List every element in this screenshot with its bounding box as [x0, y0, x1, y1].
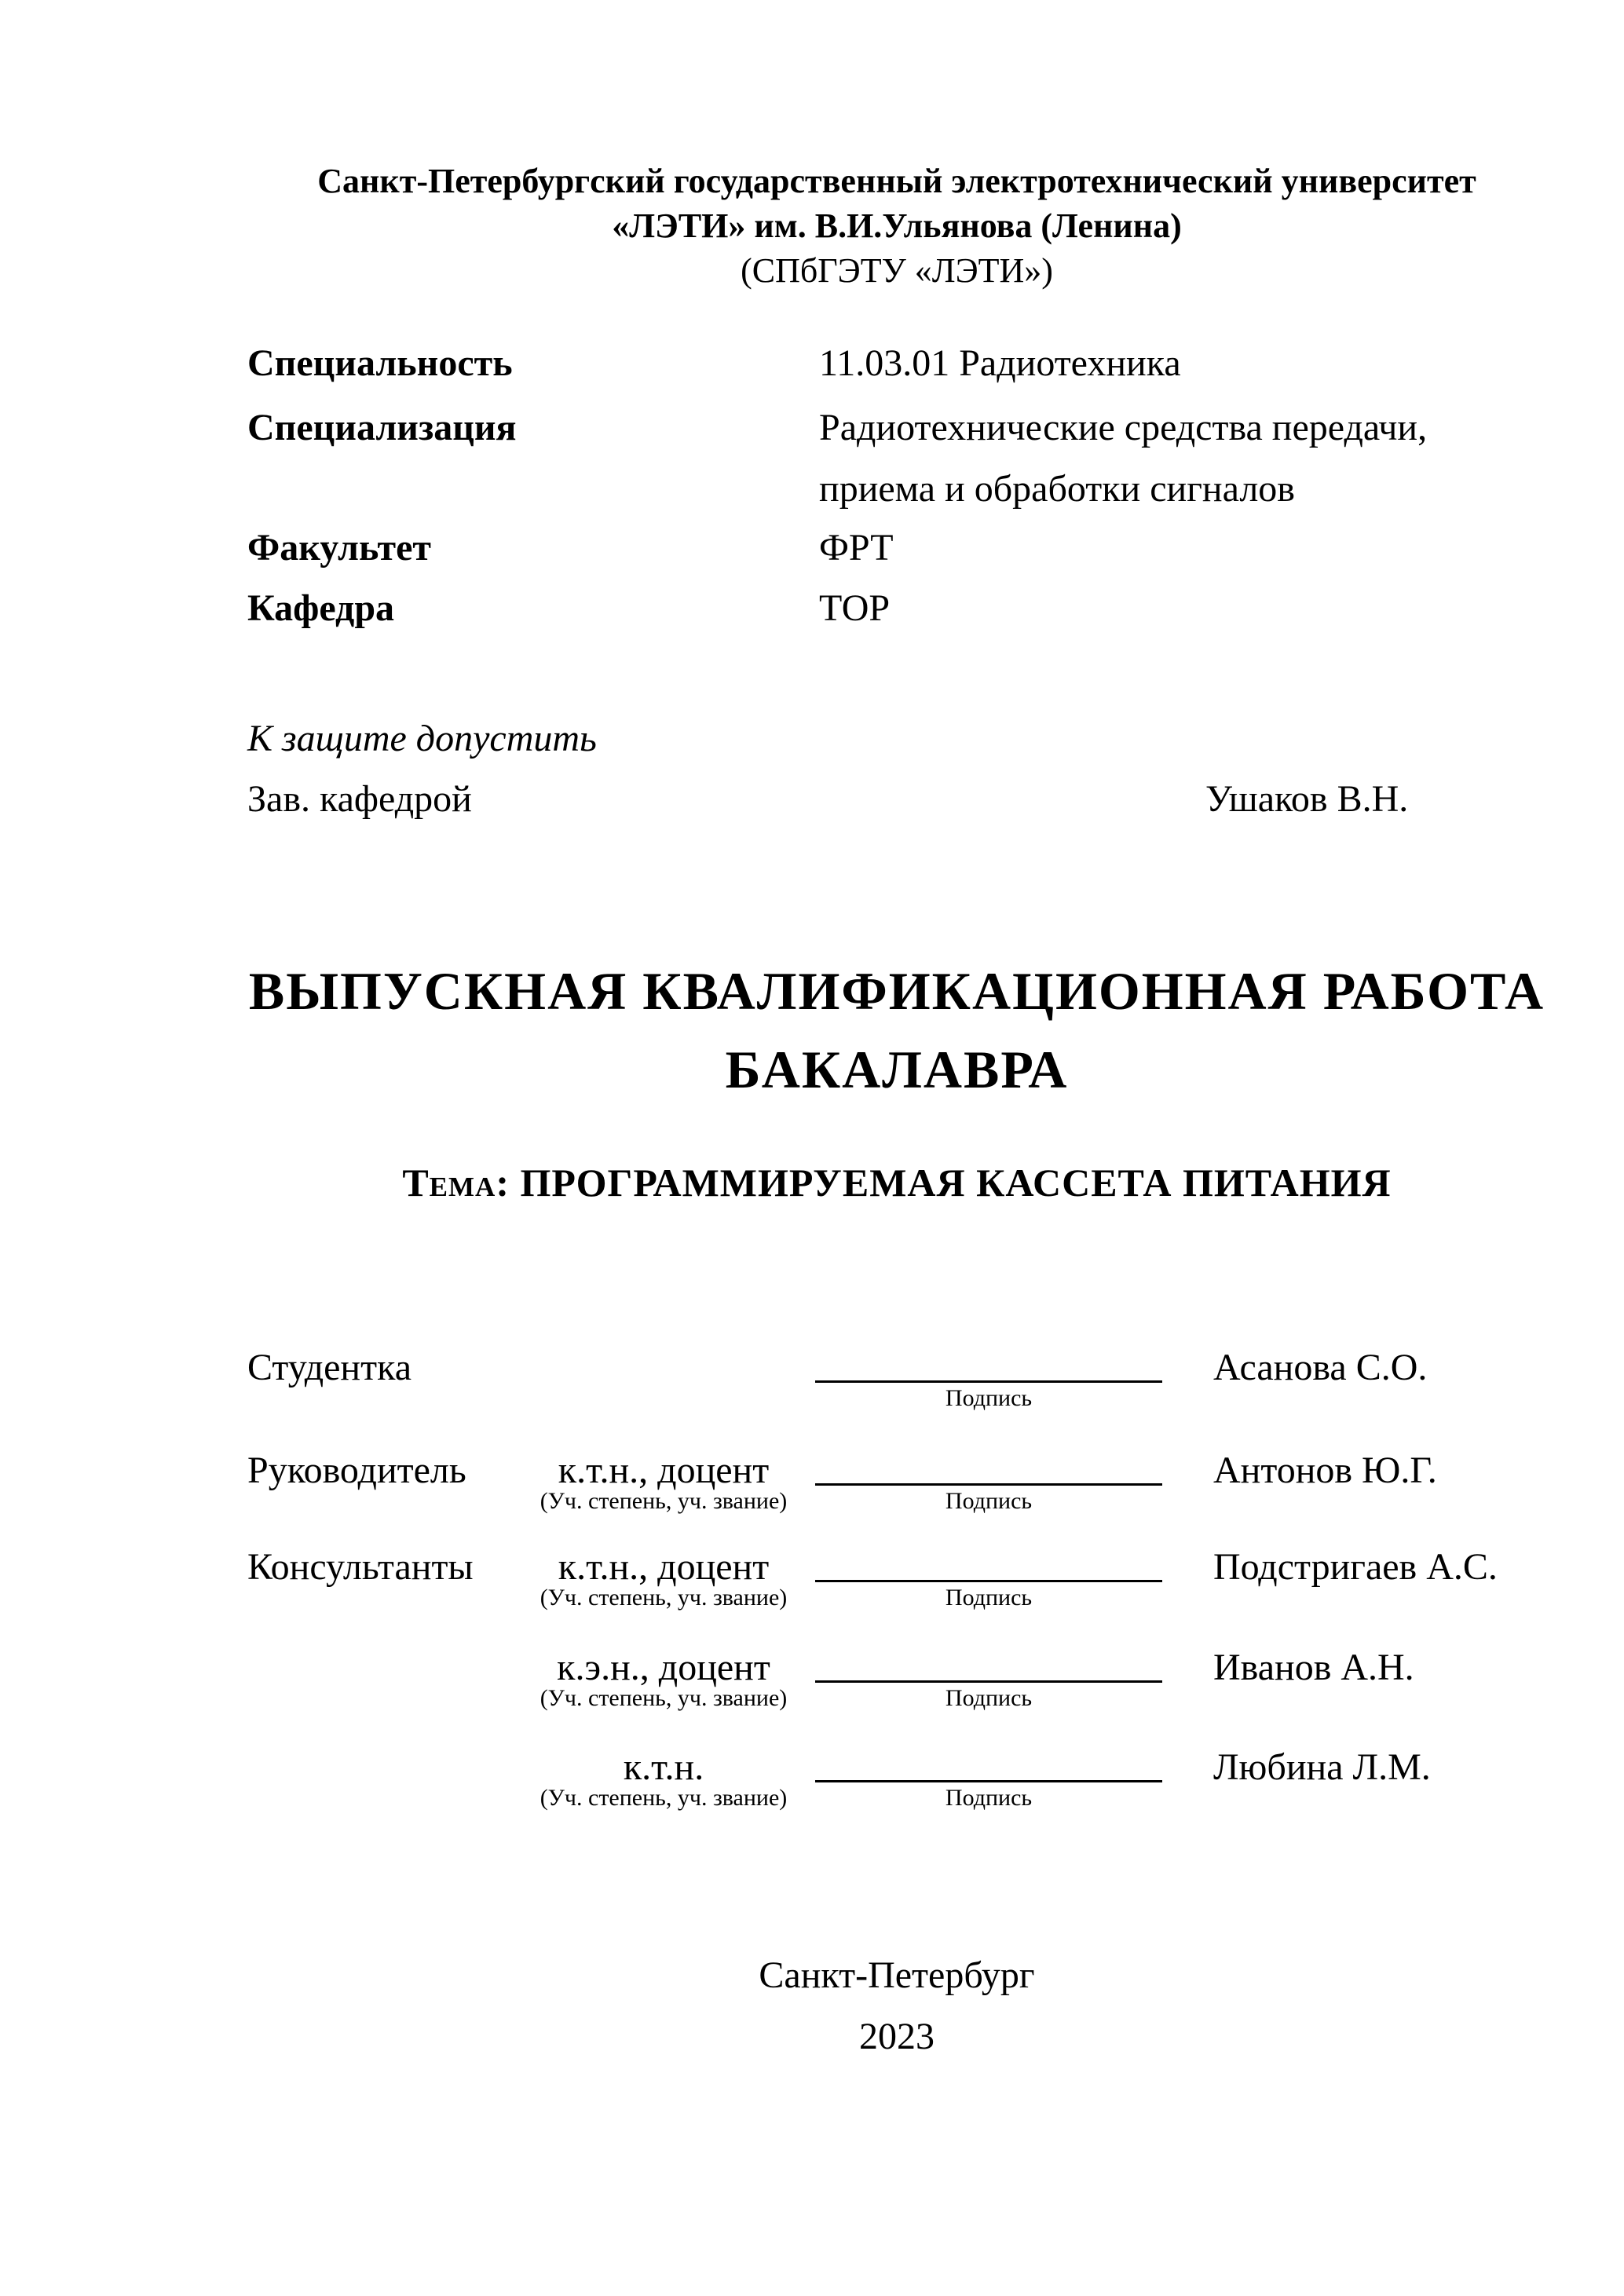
department-head-label: Зав. кафедрой — [247, 778, 472, 820]
university-name-line: Санкт-Петербургский государственный электротехнический университет — [317, 162, 1476, 200]
field-value-faculty: ФРТ — [819, 527, 894, 569]
signature-row-consultant-1 — [236, 1545, 1508, 1632]
signature-caption: Подпись — [945, 1585, 1033, 1610]
signature-caption: Подпись — [945, 1785, 1033, 1811]
degree-note: (Уч. степень, уч. звание) — [540, 1685, 788, 1711]
department-head-name: Ушаков В.Н. — [1205, 778, 1409, 820]
signature-line — [815, 1483, 1162, 1486]
signature-caption: Подпись — [945, 1488, 1033, 1514]
signature-degree: к.т.н. — [623, 1746, 704, 1788]
degree-note: (Уч. степень, уч. звание) — [540, 1785, 788, 1811]
signature-role: Консультанты — [247, 1546, 474, 1588]
signature-caption: Подпись — [945, 1685, 1033, 1711]
signature-row-student — [236, 1346, 1508, 1432]
field-value-specialization-line2: приема и обработки сигналов — [819, 468, 1295, 510]
university-header — [236, 159, 1558, 293]
signature-name: Любина Л.М. — [1213, 1746, 1431, 1788]
work-title-line2: БАКАЛАВРА — [725, 1040, 1069, 1099]
signature-degree: к.т.н., доцент — [558, 1450, 770, 1491]
signature-line — [815, 1380, 1162, 1383]
signature-caption: Подпись — [945, 1385, 1033, 1411]
theme-line — [236, 1160, 1558, 1205]
signature-line — [815, 1780, 1162, 1782]
field-value-department: ТОР — [819, 587, 891, 629]
signature-line — [815, 1580, 1162, 1582]
signature-name: Иванов А.Н. — [1213, 1647, 1414, 1688]
signature-line — [815, 1680, 1162, 1683]
signature-degree: к.э.н., доцент — [557, 1647, 770, 1688]
university-short-name-line: «ЛЭТИ» им. В.И.Ульянова (Ленина) — [612, 207, 1182, 245]
theme-text: ПРОГРАММИРУЕМАЯ КАССЕТА ПИТАНИЯ — [520, 1161, 1392, 1205]
field-label-department: Кафедра — [247, 587, 395, 629]
signature-row-consultant-2 — [236, 1646, 1508, 1732]
field-value-speciality: 11.03.01 Радиотехника — [819, 342, 1181, 384]
work-title-line1: ВЫПУСКНАЯ КВАЛИФИКАЦИОННАЯ РАБОТА — [248, 961, 1545, 1021]
degree-note: (Уч. степень, уч. звание) — [540, 1488, 788, 1514]
signature-degree: к.т.н., доцент — [558, 1546, 770, 1588]
admit-to-defense-line: К защите допустить — [247, 718, 597, 759]
page-content — [236, 0, 1545, 2296]
signature-row-consultant-3 — [236, 1746, 1508, 1832]
university-abbreviation-line: (СПбГЭТУ «ЛЭТИ») — [741, 251, 1053, 290]
footer-city: Санкт-Петербург — [759, 1954, 1035, 1996]
signature-role: Руководитель — [247, 1450, 466, 1491]
theme-label: Тема: — [402, 1161, 510, 1205]
signature-name: Антонов Ю.Г. — [1213, 1450, 1437, 1491]
field-label-speciality: Специальность — [247, 342, 513, 384]
signature-name: Асанова С.О. — [1213, 1347, 1428, 1388]
field-label-faculty: Факультет — [247, 527, 431, 569]
footer-year: 2023 — [859, 2016, 935, 2057]
degree-note: (Уч. степень, уч. звание) — [540, 1585, 788, 1610]
field-label-specialization: Специализация — [247, 407, 517, 448]
signature-role: Студентка — [247, 1347, 411, 1388]
signature-row-supervisor — [236, 1449, 1508, 1535]
signature-name: Подстригаев А.С. — [1213, 1546, 1498, 1588]
field-value-specialization-line1: Радиотехнические средства передачи, — [819, 407, 1428, 448]
